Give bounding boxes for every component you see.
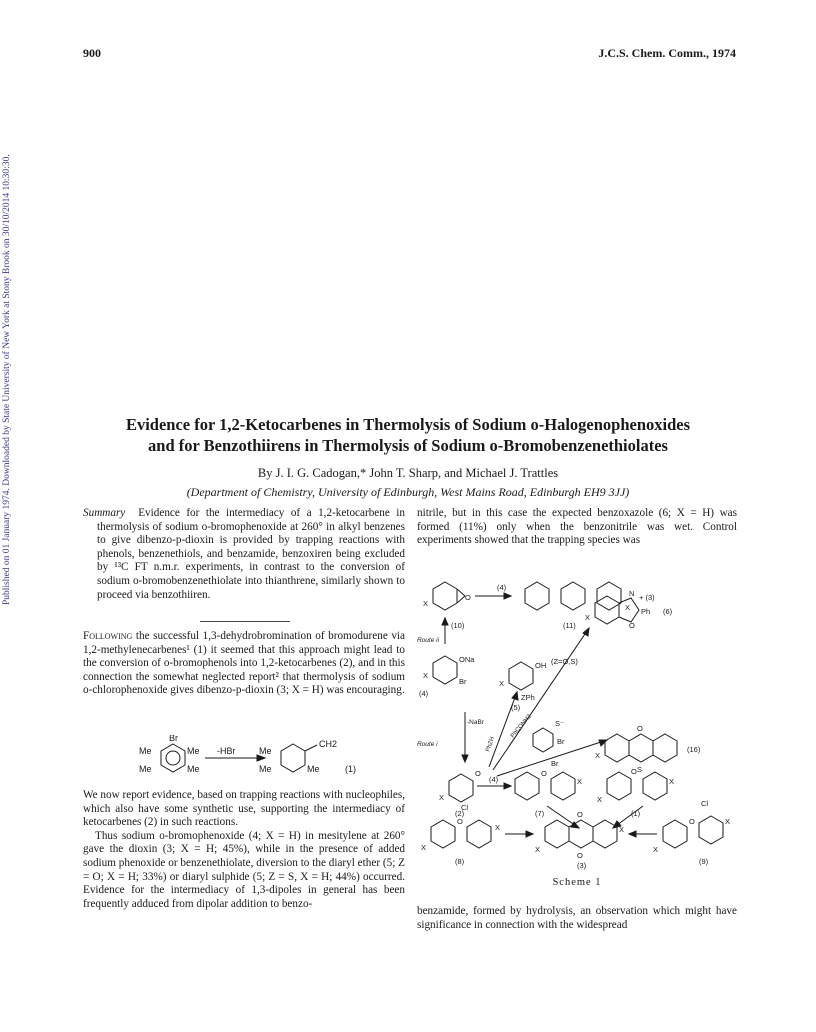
reagent-label: -HBr	[217, 746, 236, 756]
ring-3-right	[593, 820, 617, 848]
download-notice: Published on 01 January 1974. Downloaded by State University of New York at Stony Brook on 30/10/2014 10:30:30.	[2, 154, 12, 606]
ring-i-left	[607, 772, 631, 800]
ring-2	[449, 774, 473, 802]
label-br-7: Br	[551, 759, 559, 768]
ring-11-right	[597, 582, 621, 610]
label-16: (16)	[687, 745, 701, 754]
label-br-thiolate: Br	[557, 737, 565, 746]
atom-me-1: Me	[139, 746, 152, 756]
label-x-8-left: X	[421, 843, 427, 852]
atom-me-2: Me	[187, 746, 200, 756]
reaction-1-figure	[125, 735, 365, 785]
ring-4	[433, 656, 457, 684]
label-5: (5)	[511, 703, 521, 712]
summary-text: Evidence for the intermediacy of a 1,2-ketocarbene in thermolysis of sodium o-bromophenoxide at 260° in alkyl benzenes to give dibenzo-p-dioxin is provided by trapping reactions with phenols, benzenethiols, and benzamide, benzoxiren being excluded by ¹³C FT n.m.r. experiments, in contrast to the conversion of sodium o-bromobenzenethiolate into thianthrene, similarly shown to proceed via benzothiiren.	[97, 507, 405, 601]
aromatic-circle	[166, 751, 180, 765]
authors: By J. I. G. Cadogan,* John T. Sharp, and Michael J. Trattles	[257, 466, 559, 480]
label-plus-3: + (3)	[639, 593, 655, 602]
label-x-9-right: X	[725, 817, 731, 826]
label-x-7: X	[577, 777, 583, 786]
ring-6	[595, 596, 619, 624]
body-paragraphs	[83, 789, 405, 911]
label-x-5: X	[499, 679, 505, 688]
label-8: (8)	[455, 857, 465, 866]
ring-16-left	[605, 734, 629, 762]
ring-16-right	[653, 734, 677, 762]
label-x-3-right: X	[619, 825, 625, 834]
right-column-bottom	[417, 905, 737, 932]
label-o-2: O	[475, 769, 481, 778]
label-2: (2)	[455, 809, 465, 818]
label-s-minus: S⁻	[555, 719, 564, 728]
ring-8-right	[467, 820, 491, 848]
label-o-8: O	[457, 817, 463, 826]
arrow-to-6	[493, 628, 589, 770]
atom-me-4: Me	[187, 764, 200, 774]
lead-word: Following	[83, 630, 133, 642]
label-x-8-right: X	[495, 823, 501, 832]
ring-3-left	[545, 820, 569, 848]
atom-br: Br	[169, 735, 178, 743]
ring-5	[509, 662, 533, 690]
label-x-i-right: X	[669, 777, 675, 786]
right-paragraph-top: nitrile, but in this case the expected benzoxazole (6; X = H) was formed (11%) only when the benzonitrile was wet. Control experiments showed that the trapping species was	[417, 507, 737, 547]
paragraph-2: We now report evidence, based on trapping reactions with nucleophiles, which also have some synthetic use, supporting the intermediacy of ketocarbenes (2) in such reactions.	[83, 789, 405, 829]
ring-i-right	[643, 772, 667, 800]
scheme-caption: Scheme 1	[552, 877, 602, 888]
ring-11-mid	[561, 582, 585, 610]
label-o-i: O	[631, 767, 637, 776]
label-x-11: X	[625, 603, 631, 612]
label-x-10: X	[423, 599, 429, 608]
intro-paragraph	[83, 630, 405, 698]
ring-9-right	[699, 816, 723, 844]
label-4-top: (4)	[497, 583, 507, 592]
label-o-9: O	[689, 817, 695, 826]
compound-1-label: (1)	[345, 764, 356, 774]
ring-9-left	[663, 820, 687, 848]
label-n-6: N	[629, 589, 635, 598]
page-number: 900	[83, 46, 101, 60]
label-x-3-left: X	[535, 845, 541, 854]
label-nabr: -NaBr	[467, 719, 484, 726]
label-x-6: X	[585, 613, 591, 622]
atom-me-5: Me	[259, 746, 272, 756]
label-x-2: X	[439, 793, 445, 802]
article-title	[80, 414, 736, 456]
label-br-4: Br	[459, 677, 467, 686]
label-o-10: O	[465, 593, 471, 602]
label-4-mid: (4)	[489, 775, 499, 784]
ring-7-right	[551, 772, 575, 800]
ring-thiolate	[533, 728, 553, 752]
label-x-9-left: X	[653, 845, 659, 854]
label-o-7: O	[541, 769, 547, 778]
right-column-top	[417, 507, 737, 548]
label-ona: ONa	[459, 655, 475, 664]
right-paragraph-bottom: benzamide, formed by hydrolysis, an observation which might have significance in connection with the widespread	[417, 905, 737, 931]
atom-ch2: CH2	[319, 739, 338, 749]
label-o-16: O	[637, 724, 643, 733]
label-9: (9)	[699, 857, 709, 866]
atom-me-7: Me	[307, 764, 320, 774]
label-cl-9: Cl	[701, 799, 709, 808]
label-11: (11)	[563, 621, 576, 630]
label-o-6: O	[629, 621, 635, 630]
ring-16-mid	[629, 734, 653, 762]
label-6: (6)	[663, 607, 673, 616]
label-x-16: X	[595, 751, 601, 760]
label-x-4: X	[423, 671, 429, 680]
label-cl-8: Cl	[461, 803, 469, 812]
label-i: (1)	[631, 809, 641, 818]
title-line-1: Evidence for 1,2-Ketocarbenes in Thermolysis of Sodium o-Halogenophenoxides	[125, 415, 691, 434]
scheme-1-figure	[417, 562, 737, 874]
label-x-i-left: X	[597, 795, 603, 804]
journal-header: J.C.S. Chem. Comm., 1974	[598, 46, 736, 60]
label-4: (4)	[419, 689, 429, 698]
durene-ring	[161, 744, 185, 772]
label-phzh: PhZH	[485, 736, 497, 753]
paragraph-3: Thus sodium o-bromophenoxide (4; X = H) in mesitylene at 260° gave the dioxin (3; X = H; 45%), while in the presence of added sodium phenoxide or benzenethiolate, diversion to the diaryl ether (5; Z = O; X = H; 33%) or diaryl sulphide (5; Z = S, X = H; 44%) occurred. Evidence for the intermediacy of 1,3-dipoles in general has been frequently adduced from dipolar addition to benzo-	[83, 829, 405, 910]
label-ph-6: Ph	[641, 607, 651, 616]
ring-7-left	[515, 772, 539, 800]
arrow-to-16	[497, 740, 607, 776]
label-route-i: Route i	[417, 741, 438, 748]
atom-me-6: Me	[259, 764, 272, 774]
label-zph: ZPh	[521, 693, 535, 702]
label-o-3-top: O	[577, 810, 583, 819]
ring-8-left	[431, 820, 455, 848]
section-divider	[200, 621, 290, 622]
affiliation: (Department of Chemistry, University of Edinburgh, West Mains Road, Edinburgh EH9 3JJ)	[186, 485, 630, 499]
label-10: (10)	[451, 621, 465, 630]
label-route-ii: Route ii	[417, 637, 440, 644]
label-3: (3)	[577, 861, 587, 870]
ring-10	[433, 582, 457, 610]
label-phconh2: PhCONH2	[509, 713, 533, 740]
ring-11-left	[525, 582, 549, 610]
label-7: (7)	[535, 809, 545, 818]
intro-text: the successful 1,3-dehydrobromination of bromodurene via 1,2-methylenecarbenes¹ (1) it seemed that this approach might lead to the conversion of o-bromophenols into 1,2-ketocarbenes (2), and in this connection the somewhat neglected report² that thermolysis of sodium o-chlorophenoxide gives dibenzo-p-dioxin (3; X = H) was encouraging.	[83, 630, 406, 697]
label-oh: OH	[535, 661, 547, 670]
summary-label: Summary	[83, 507, 126, 519]
atom-me-3: Me	[139, 764, 152, 774]
title-line-2: and for Benzothiirens in Thermolysis of Sodium o-Bromobenzenethiolates	[148, 436, 668, 455]
exo-bond	[305, 745, 317, 751]
summary	[83, 507, 405, 602]
label-s-16: S	[637, 765, 643, 774]
label-z: (Z=O,S)	[551, 657, 578, 666]
carbene-ring	[281, 744, 305, 772]
label-o-3-bottom: O	[577, 851, 583, 860]
